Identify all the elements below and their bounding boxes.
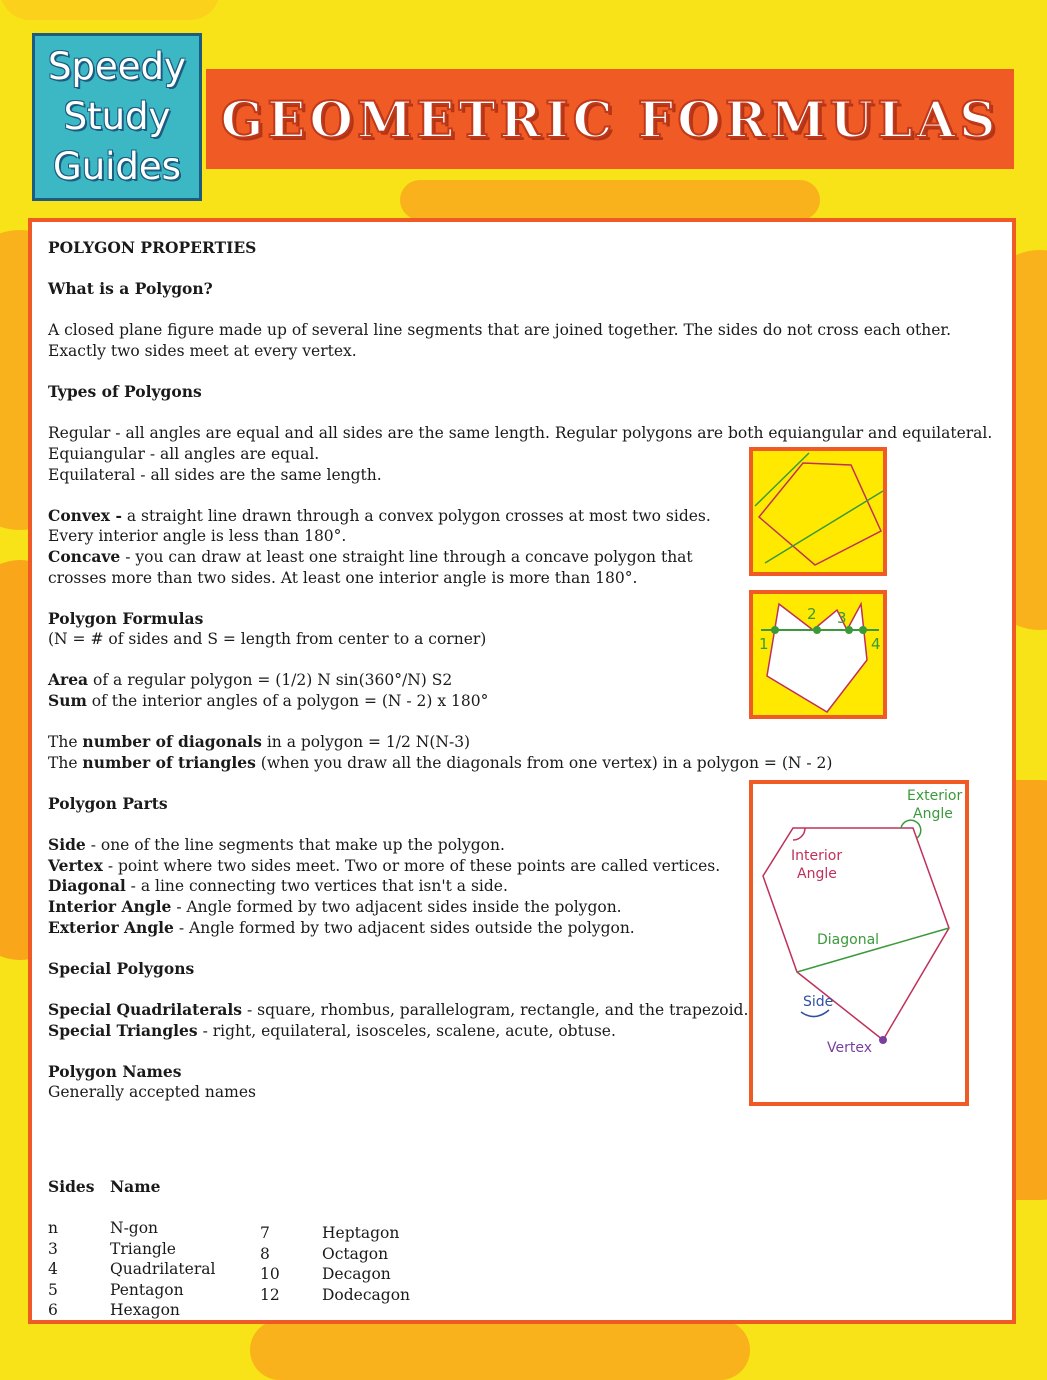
part-side-term: Side xyxy=(48,835,86,855)
col-name-header: Name xyxy=(110,1177,161,1196)
speedy-study-guides-logo xyxy=(32,33,202,201)
diagonal-label: Diagonal xyxy=(817,932,880,948)
triangles-pre: The xyxy=(48,753,83,772)
intersection-point xyxy=(845,626,853,634)
type-equiangular: Equiangular - all angles are equal. xyxy=(48,444,320,463)
point-label-3: 3 xyxy=(837,609,847,627)
special-quad-text: - square, rhombus, parallelogram, rectangle, and the trapezoid. xyxy=(242,1000,749,1019)
part-vertex-term: Vertex xyxy=(48,855,103,875)
table-row: Octagon xyxy=(322,1244,389,1263)
point-label-1: 1 xyxy=(759,635,769,653)
table-row: 7 xyxy=(260,1224,270,1242)
exterior-label-1: Exterior xyxy=(907,788,963,804)
convex-concave-block xyxy=(48,506,728,588)
names-right-names xyxy=(322,1223,410,1305)
names-left-sides xyxy=(48,1218,58,1321)
concave-term: Concave xyxy=(48,546,121,566)
point-label-2: 2 xyxy=(807,605,817,623)
convex-term: Convex - xyxy=(48,505,122,525)
diagonals-text: in a polygon = 1/2 N(N-3) xyxy=(261,733,471,752)
concave-polygon xyxy=(767,604,867,712)
interior-angle-arc xyxy=(793,828,805,840)
sum-text: of the interior angles of a polygon = (N - 2) x 180° xyxy=(86,692,489,711)
names-left-names xyxy=(110,1218,215,1321)
part-side-text: - one of the line segments that make up the polygon. xyxy=(85,836,505,855)
type-regular: Regular - all angles are equal and all sides are the same length. Regular polygons are both equiangular and equilateral. xyxy=(48,424,993,443)
exterior-label-2: Angle xyxy=(913,806,953,822)
table-row: Pentagon xyxy=(110,1280,184,1299)
special-quad-term: Special Quadrilaterals xyxy=(48,999,243,1019)
table-row: 8 xyxy=(260,1244,270,1263)
area-text: of a regular polygon = (1/2) N sin(360°/N) S2 xyxy=(88,671,453,690)
interior-label-1: Interior xyxy=(791,848,843,864)
side-arrow xyxy=(801,1010,829,1017)
concave-polygon-figure xyxy=(749,590,887,719)
col-sides-header: Sides xyxy=(48,1177,95,1196)
sum-term: Sum xyxy=(48,691,87,711)
what-text: A closed plane figure made up of several line segments that are joined together. The sides do not cross each other. Exactly two sides meet at every vertex. xyxy=(48,321,952,360)
types-heading: Types of Polygons xyxy=(48,382,202,402)
background-shape xyxy=(250,1320,750,1380)
part-diagonal-term: Diagonal xyxy=(48,876,126,896)
triangles-term: number of triangles xyxy=(82,752,256,772)
logo-line-2: Study xyxy=(63,95,171,138)
names-right-sides xyxy=(260,1223,280,1305)
parts-heading: Polygon Parts xyxy=(48,794,168,814)
side-label: Side xyxy=(803,994,834,1010)
what-heading: What is a Polygon? xyxy=(48,279,213,299)
formulas-heading: Polygon Formulas xyxy=(48,608,204,628)
background-shape xyxy=(400,180,820,220)
special-tri-term: Special Triangles xyxy=(48,1020,198,1040)
background-shape xyxy=(0,0,220,20)
exterior-angle-arc xyxy=(901,820,921,838)
table-row: N-gon xyxy=(110,1219,159,1237)
special-heading: Special Polygons xyxy=(48,958,195,978)
logo-line-1: Speedy xyxy=(48,45,186,88)
point-label-4: 4 xyxy=(871,635,881,653)
table-row: 4 xyxy=(48,1260,58,1279)
table-row: n xyxy=(48,1219,58,1237)
diagonals-term: number of diagonals xyxy=(82,732,262,752)
convex-line-1 xyxy=(755,453,809,506)
part-interior-term: Interior Angle xyxy=(48,897,172,916)
concave-text: - you can draw at least one straight line through a concave polygon that crosses more than two sides. At least one interior angle is more than 180°. xyxy=(48,547,693,587)
names-heading: Polygon Names xyxy=(48,1061,182,1081)
content-panel xyxy=(28,218,1016,1324)
diagonals-pre: The xyxy=(48,733,83,752)
table-row: Heptagon xyxy=(322,1224,400,1242)
part-diagonal-text: - a line connecting two vertices that isn't a side. xyxy=(125,877,508,896)
diagonals-block xyxy=(48,732,998,773)
page-title: GEOMETRIC FORMULAS xyxy=(220,89,1000,149)
table-row: 6 xyxy=(48,1301,58,1320)
convex-polygon-figure xyxy=(749,447,887,576)
triangles-text: (when you draw all the diagonals from one vertex) in a polygon = (N - 2) xyxy=(255,753,833,772)
table-row: Decagon xyxy=(322,1265,391,1284)
interior-label-2: Angle xyxy=(797,866,837,882)
part-exterior-text: - Angle formed by two adjacent sides outside the polygon. xyxy=(173,918,635,937)
table-row: Triangle xyxy=(110,1239,176,1258)
section-title: POLYGON PROPERTIES xyxy=(48,238,257,257)
logo-line-3: Guides xyxy=(53,145,181,188)
names-sub: Generally accepted names xyxy=(48,1083,256,1102)
intersection-point xyxy=(813,626,821,634)
convex-line-2 xyxy=(765,491,883,563)
formulas-note: (N = # of sides and S = length from center to a corner) xyxy=(48,630,487,649)
table-row: 12 xyxy=(260,1285,280,1304)
part-exterior-term: Exterior Angle xyxy=(48,917,174,937)
title-banner xyxy=(206,69,1014,169)
type-equilateral: Equilateral - all sides are the same length. xyxy=(48,465,382,484)
intersection-point xyxy=(859,626,867,634)
convex-text: a straight line drawn through a convex polygon crosses at most two sides. Every interior angle is less than 180°. xyxy=(48,506,711,546)
convex-pentagon xyxy=(759,463,881,565)
area-term: Area xyxy=(48,670,89,690)
special-tri-text: - right, equilateral, isosceles, scalene, acute, obtuse. xyxy=(197,1021,616,1040)
table-row: 10 xyxy=(260,1265,280,1284)
part-vertex-text: - point where two sides meet. Two or more of these points are called vertices. xyxy=(102,856,721,875)
vertex-dot xyxy=(879,1036,887,1044)
vertex-label: Vertex xyxy=(827,1040,873,1056)
table-row: Dodecagon xyxy=(322,1285,411,1304)
part-interior-text: - Angle formed by two adjacent sides inside the polygon. xyxy=(171,898,622,916)
table-row: Hexagon xyxy=(110,1301,180,1320)
table-row: Quadrilateral xyxy=(110,1260,216,1279)
polygon-parts-figure xyxy=(749,780,969,1106)
table-row: 5 xyxy=(48,1280,58,1299)
intersection-point xyxy=(771,626,779,634)
table-row: 3 xyxy=(48,1239,58,1258)
